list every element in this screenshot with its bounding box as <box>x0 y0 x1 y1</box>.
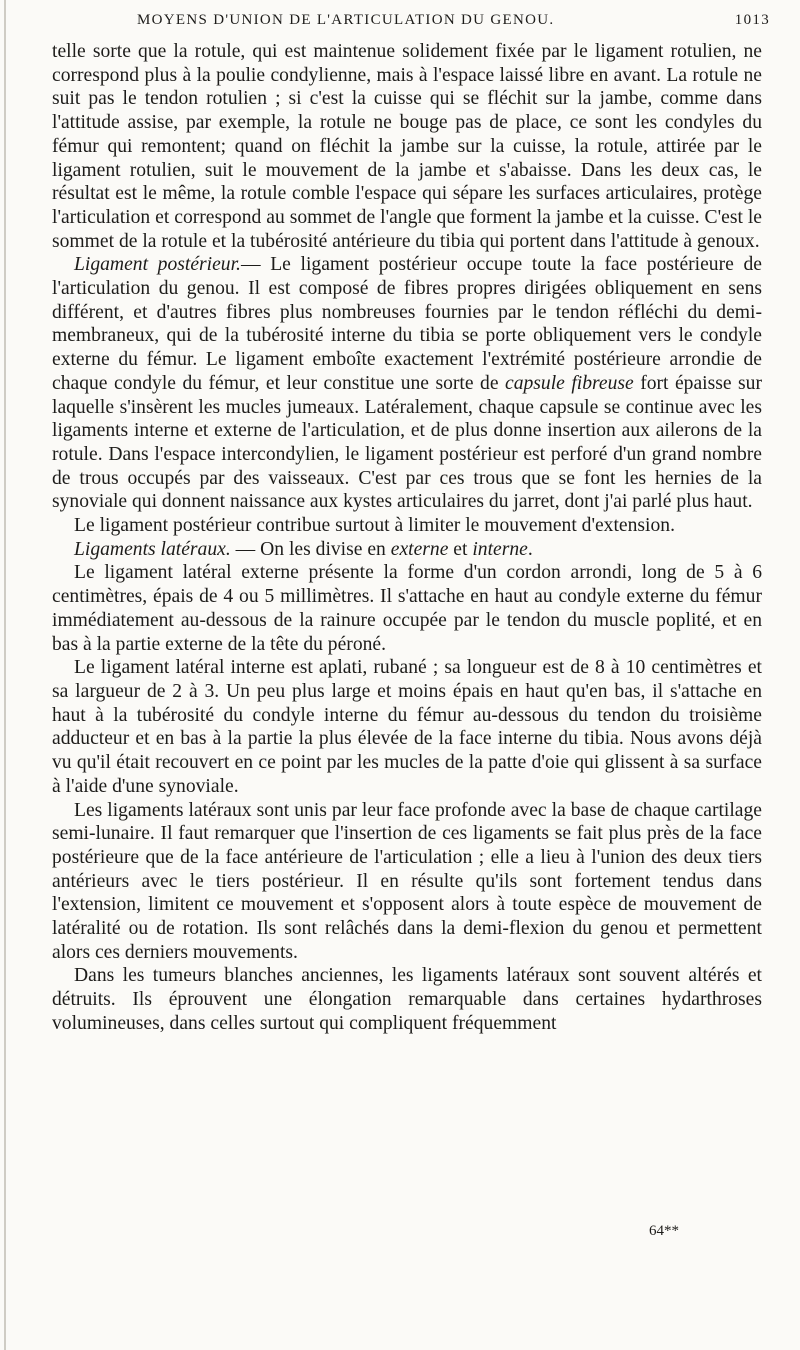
paragraph-text: et <box>448 538 473 560</box>
section-heading: Ligaments latéraux. <box>74 538 231 560</box>
page-number: 1013 <box>734 12 770 28</box>
paragraph-text: . <box>527 538 533 560</box>
paragraph-1: telle sorte que la rotule, qui est maintenue solidement fixée par le ligament rotulien, ne correspond plus à la poulie condylienne, mais à l'espace laissé libre en avant. La rotule ne suit pas le tendon rotulien ; si c'est la cuisse qui se fléchit sur la jambe, comme dans l'attitude assise, par exemple, la rotule ne bouge pas de place, ce sont les condyles du fémur qui remontent; quand on fléchit la jambe sur la cuisse, la rotule, attirée par le ligament rotulien, suit le mouvement de la jambe et s'abaisse. Dans les deux cas, le résultat est le même, la rotule comble l'espace qui sépare les surfaces articulaires, protège l'articulation et correspond au sommet de l'angle que forment la jambe et la cuisse. C'est le sommet de la rotule et la tubérosité antérieure du tibia qui portent dans l'attitude à genoux. <box>52 41 762 252</box>
page-edge-shadow <box>4 0 6 1350</box>
paragraph-ligaments-lateraux: Ligaments latéraux. — On les divise en externe et interne. <box>74 538 533 560</box>
paragraph-6: Le ligament latéral interne est aplati, rubané ; sa longueur est de 8 à 10 centimètres et sa largueur de 2 à 3. Un peu plus large et moins épais en haut qu'en bas, il s'attache en haut à la tubérosité du condyle interne du fémur au-dessous du tendon du troisième adducteur et en bas à la partie la plus élevée de la face interne du tibia. Nous avons déjà vu qu'il était recouvert en ce point par les mucles de la patte d'oie qui glissent à sa surface à l'aide d'une synoviale. <box>52 657 762 797</box>
signature-mark: 64** <box>649 1223 679 1239</box>
running-head <box>52 0 770 40</box>
emphasis: interne <box>472 538 528 560</box>
page <box>52 0 770 1239</box>
running-title: MOYENS D'UNION DE L'ARTICULATION DU GENOU. <box>137 12 555 28</box>
emphasis: capsule fibreuse <box>505 372 634 394</box>
paragraph-ligament-posterieur: Ligament postérieur.— Le ligament postérieur occupe toute la face postérieure de l'articulation du genou. Il est composé de fibres propres dirigées obliquement en sens différent, et d'autres fibres plus nombreuses fournies par le tendon réfléchi du demi-membraneux, qui de la tubérosité interne du tibia se porte obliquement vers le condyle externe du fémur. Le ligament emboîte exactement l'extrémité postérieure arrondie de chaque condyle du fémur, et leur constitue une sorte de capsule fibreuse fort épaisse sur laquelle s'insèrent les mucles jumeaux. Latéralement, chaque capsule se continue avec les ligaments interne et externe de l'articulation, et de plus donne insertion aux ailerons de la rotule. Dans l'espace intercondylien, le ligament postérieur est perforé d'un grand nombre de trous occupés par des vaisseaux. C'est par ces trous que se font les hernies de la synoviale qui donnent naissance aux kystes articulaires du jarret, dont j'ai parlé plus haut. <box>52 254 762 513</box>
section-heading: Ligament postérieur. <box>74 254 241 276</box>
paragraph-7: Les ligaments latéraux sont unis par leur face profonde avec la base de chaque cartilage semi-lunaire. Il faut remarquer que l'insertion de ces ligaments se fait plus près de la face postérieure que de la face antérieure de l'articulation ; elle a lieu à l'union des deux tiers antérieurs avec le tiers postérieur. Il en résulte qu'ils sont fortement tendus dans l'extension, limitent ce mouvement et s'opposent alors à toute espèce de mouvement de latéralité ou de rotation. Ils sont relâchés dans la demi-flexion du genou et permettent alors ces derniers mouvements. <box>52 799 762 963</box>
emphasis: externe <box>390 538 449 560</box>
paragraph-8: Dans les tumeurs blanches anciennes, les ligaments latéraux sont souvent altérés et détruits. Ils éprouvent une élongation remarquable dans certaines hydarthroses volumineuses, dans celles surtout qui compliquent fréquemment <box>52 965 762 1034</box>
paragraph-5: Le ligament latéral externe présente la forme d'un cordon arrondi, long de 5 à 6 centimètres, épais de 4 ou 5 millimètres. Il s'attache en haut au condyle externe du fémur immédiatement au-dessous de la rainure occupée par le tendon du muscle poplité, et en bas à la partie externe de la tête du péroné. <box>52 562 762 655</box>
body-text <box>52 40 762 1036</box>
paragraph-3: Le ligament postérieur contribue surtout à limiter le mouvement d'extension. <box>74 515 675 537</box>
paragraph-text: fort épaisse sur laquelle s'insèrent les mucles jumeaux. Latéralement, chaque capsule se continue avec les ligaments interne et externe de l'articulation, et de plus donne insertion aux ailerons de la rotule. Dans l'espace intercondylien, le ligament postérieur est perforé d'un grand nombre de trous occupés par des vaisseaux. C'est par ces trous que se font les hernies de la synoviale qui donnent naissance aux kystes articulaires du jarret, dont j'ai parlé plus haut. <box>52 372 762 513</box>
paragraph-text: Le ligament postérieur occupe toute la face postérieure de l'articulation du genou. Il est composé de fibres propres dirigées obliquement en sens différent, et d'autres fibres plus nombreuses fournies par le tendon réfléchi du demi-membraneux, qui de la tubérosité interne du tibia se porte obliquement vers le condyle externe du fémur. Le ligament emboîte exactement l'extrémité postérieure arrondie de chaque condyle du fémur, et leur constitue une sorte de <box>52 254 762 394</box>
paragraph-text: On les divise en <box>260 538 391 560</box>
